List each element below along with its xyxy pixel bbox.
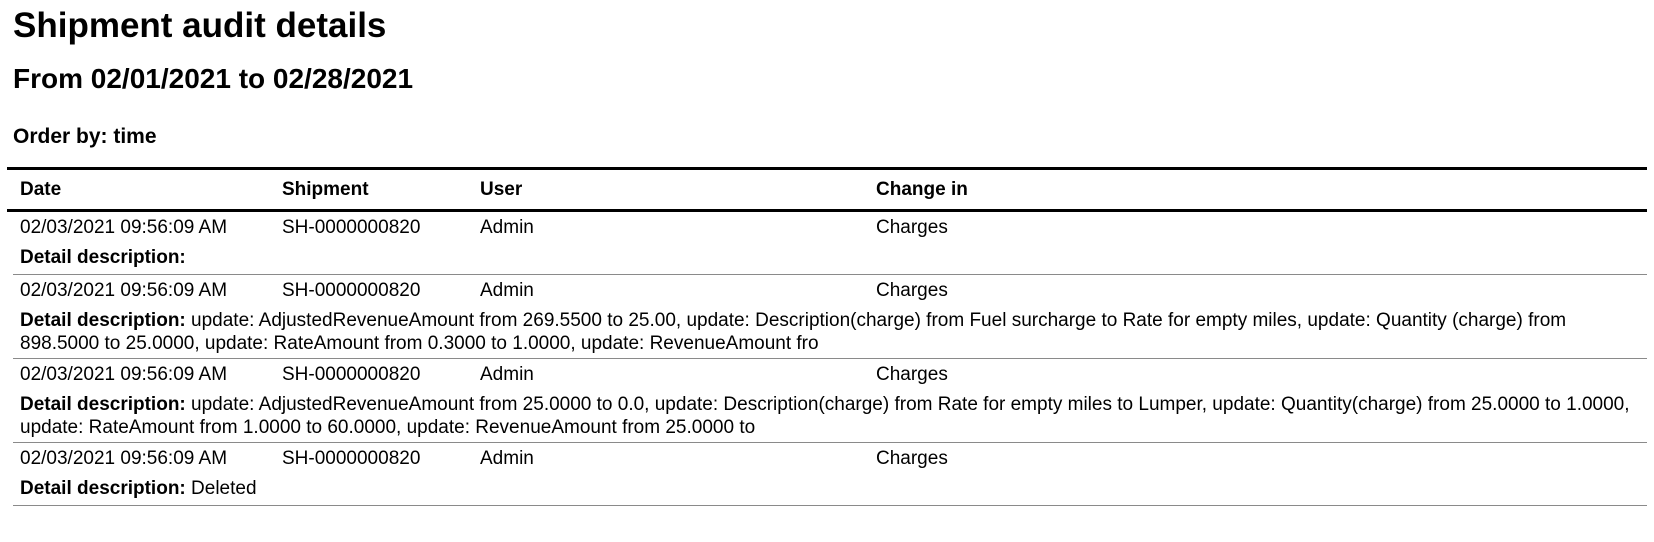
table-header	[7, 170, 1647, 212]
row-shipment: SH-0000000820	[282, 217, 421, 238]
table-row-summary	[13, 443, 1647, 475]
row-shipment: SH-0000000820	[282, 364, 421, 385]
detail-label: Detail description:	[20, 394, 186, 415]
row-change-in: Charges	[876, 448, 948, 469]
table-row	[13, 212, 1647, 275]
table-row	[13, 443, 1647, 506]
row-change-in: Charges	[876, 364, 948, 385]
report-title: Shipment audit details	[13, 6, 387, 45]
table-row-summary	[13, 359, 1647, 391]
audit-table	[7, 167, 1647, 506]
row-date: 02/03/2021 09:56:09 AM	[20, 448, 228, 469]
row-detail	[13, 244, 1647, 274]
row-detail	[13, 307, 1647, 358]
detail-label: Detail description:	[20, 478, 186, 499]
table-row	[13, 359, 1647, 443]
row-shipment: SH-0000000820	[282, 280, 421, 301]
row-change-in: Charges	[876, 217, 948, 238]
detail-text: update: AdjustedRevenueAmount from 25.0000 to 0.0, update: Description(charge) from Rate for empty miles to Lumper, update: Quantity(charge) from 25.0000 to 1.0000, update: RateAmount from 1.0000 to 60.0000, update: RevenueAmount from 25.0000 to	[20, 394, 1630, 438]
column-header-shipment: Shipment	[282, 179, 369, 200]
row-user: Admin	[480, 217, 534, 238]
row-date: 02/03/2021 09:56:09 AM	[20, 280, 228, 301]
row-detail	[13, 391, 1647, 442]
table-row	[13, 275, 1647, 359]
row-change-in: Charges	[876, 280, 948, 301]
report-date-range: From 02/01/2021 to 02/28/2021	[13, 63, 414, 94]
table-row-summary	[13, 275, 1647, 307]
column-header-date: Date	[20, 179, 62, 200]
row-date: 02/03/2021 09:56:09 AM	[20, 217, 228, 238]
column-header-user: User	[480, 179, 523, 200]
row-date: 02/03/2021 09:56:09 AM	[20, 364, 228, 385]
detail-text: Deleted	[191, 478, 257, 499]
row-user: Admin	[480, 364, 534, 385]
row-user: Admin	[480, 448, 534, 469]
detail-label: Detail description:	[20, 310, 186, 331]
detail-label: Detail description:	[20, 247, 186, 268]
row-shipment: SH-0000000820	[282, 448, 421, 469]
row-detail	[13, 475, 1647, 505]
table-row-summary	[13, 212, 1647, 244]
column-header-change-in: Change in	[876, 179, 968, 200]
row-user: Admin	[480, 280, 534, 301]
detail-text: update: AdjustedRevenueAmount from 269.5500 to 25.00, update: Description(charge) from Fuel surcharge to Rate for empty miles, update: Quantity (charge) from 898.5000 to 25.0000, update: RateAmount from 0.3000 to 1.0000, update: RevenueAmount fro	[20, 310, 1567, 354]
report-order-by: Order by: time	[13, 125, 157, 148]
